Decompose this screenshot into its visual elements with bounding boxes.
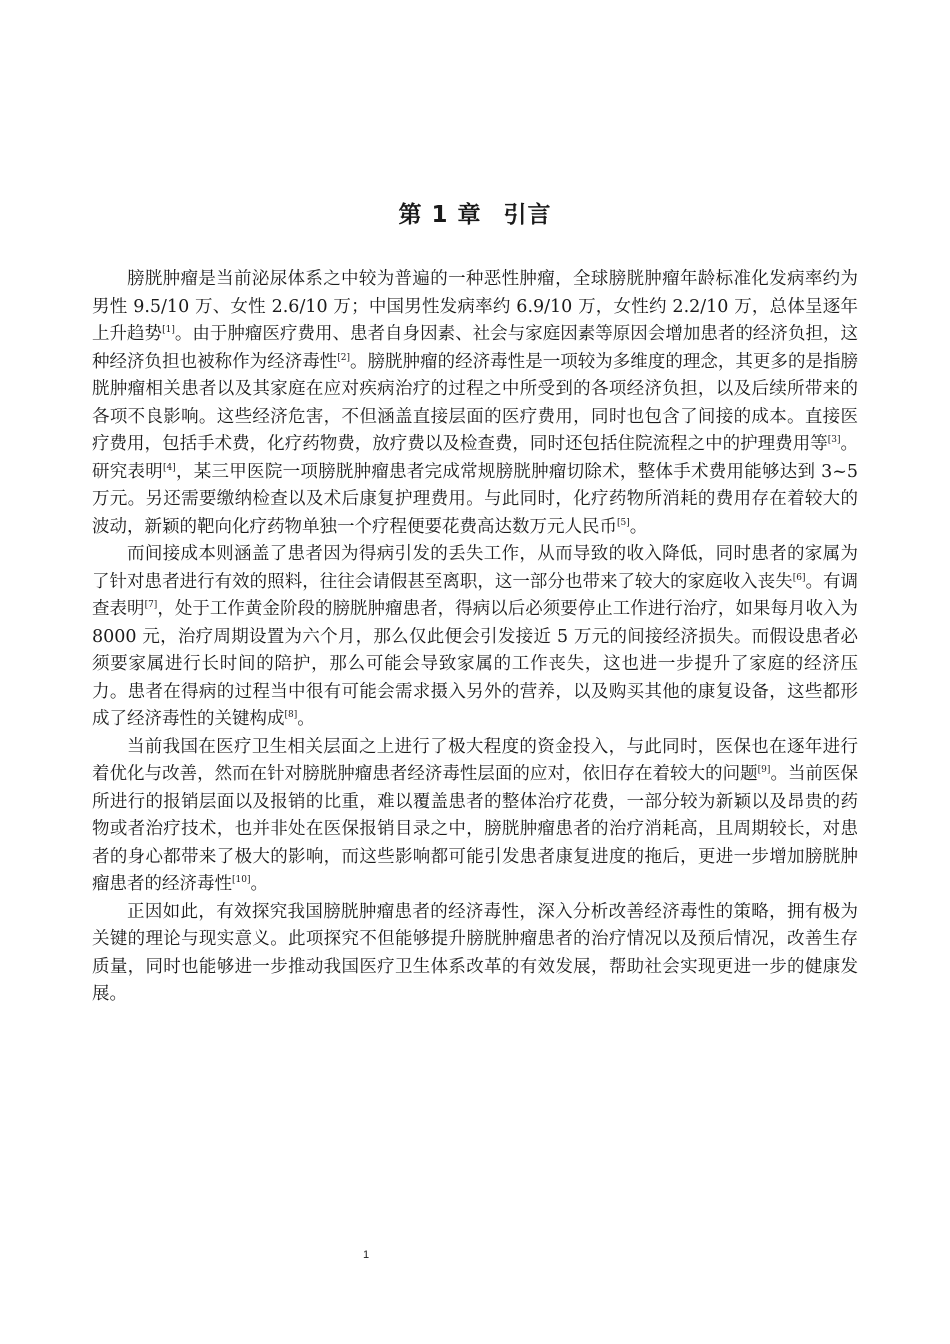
citation-ref[interactable]: [5] [617,517,630,528]
page-number: 1 [362,1249,370,1261]
paragraph [92,734,858,899]
body-text [92,266,858,1009]
citation-ref[interactable]: [4] [163,462,176,473]
citation-ref[interactable]: [6] [792,572,806,583]
paragraph-text: 而间接成本则涵盖了患者因为得病引发的丢失工作，从而导致的收入降低，同时患者的家属为了针对患者进行有效的照料，往往会请假甚至离职，这一部分也带来了较大的家庭收入丧失 [92,544,858,592]
paragraph-text: 。研究表明 [92,434,859,482]
chapter-title [0,196,950,229]
paragraph [92,899,858,1009]
paragraph-text: 。当前医保所进行的报销层面以及报销的比重，难以覆盖患者的整体治疗花费，一部分较为新颖以及昂贵的药物或者治疗技术，也并非处在医保报销目录之中，膀胱肿瘤患者的治疗消耗高，且周期较长，对患者的身心都带来了极大的影响，而这些影响都可能引发患者康复进度的拖后，更进一步增加膀胱肿瘤患者的经济毒性 [92,764,859,894]
citation-ref[interactable]: [9] [757,765,771,776]
chapter-number: 第 1 章 [398,202,482,228]
paragraph-text: 。 [297,709,315,729]
paragraph [92,266,858,541]
citation-ref[interactable]: [8] [284,710,298,721]
paragraph-text: 当前我国在医疗卫生相关层面之上进行了极大程度的资金投入，与此同时，医保也在逐年进行着优化与改善，然而在针对膀胱肿瘤患者经济毒性层面的应对，依旧存在着较大的问题 [92,736,858,784]
citation-ref[interactable]: [10] [232,875,251,886]
paragraph-text: 。膀胱肿瘤的经济毒性是一项较为多维度的理念，其更多的是指膀胱肿瘤相关患者以及其家庭在应对疾病治疗的过程之中所受到的各项经济负担，以及后续所带来的各项不良影响。这些经济危害，不但涵盖直接层面的医疗费用，同时也包含了间接的成本。直接医疗费用，包括手术费，化疗药物费，放疗费以及检查费，同时还包括住院流程之中的护理费用等 [92,351,859,454]
paragraph-text: ，处于工作黄金阶段的膀胱肿瘤患者，得病以后必须要停止工作进行治疗，如果每月收入为 8000 元，治疗周期设置为六个月，那么仅此便会引发接近 5 万元的间接经济损失。而假设患者必须要家属进行长时间的陪护，那么可能会导致家属的工作丧失，这也进一步提升了家庭的经济压力。患者在得病的过程当中很有可能会需求摄入另外的营养，以及购买其他的康复设备，这些都形成了经济毒性的关键构成 [92,599,859,729]
citation-ref[interactable]: [3] [827,435,841,446]
paragraph-text: 膀胱肿瘤是当前泌尿体系之中较为普遍的一种恶性肿瘤，全球膀胱肿瘤年龄标准化发病率约为男性 9.5/10 万、女性 2.6/10 万；中国男性发病率约 6.9/10 万，女性约 2.2/10 万，总体呈逐年上升趋势 [92,269,858,344]
paragraph-text: 。 [250,874,268,894]
paragraph-text: 正因如此，有效探究我国膀胱肿瘤患者的经济毒性，深入分析改善经济毒性的策略，拥有极为关键的理论与现实意义。此项探究不但能够提升膀胱肿瘤患者的治疗情况以及预后情况，改善生存质量，同时也能够进一步推动我国医疗卫生体系改革的有效发展，帮助社会实现更进一步的健康发展。 [92,901,858,1004]
chapter-title-text: 引言 [503,202,552,228]
citation-ref[interactable]: [1] [162,325,175,336]
citation-ref[interactable]: [2] [337,352,350,363]
paragraph-text: ，某三甲医院一项膀胱肿瘤患者完成常规膀胱肿瘤切除术，整体手术费用能够达到 3~5 万元。另还需要缴纳检查以及术后康复护理费用。与此同时，化疗药物所消耗的费用存在着较大的波动，新颖的靶向化疗药物单独一个疗程便要花费高达数万元人民币 [92,461,858,537]
paragraph-text: 。有调查表明 [92,571,859,619]
paragraph [92,541,858,734]
paragraph-text: 。 [629,516,648,537]
citation-ref[interactable]: [7] [144,600,158,611]
paragraph-text: 。由于肿瘤医疗费用、患者自身因素、社会与家庭因素等原因会增加患者的经济负担，这种经济负担也被称作为经济毒性 [92,324,859,372]
